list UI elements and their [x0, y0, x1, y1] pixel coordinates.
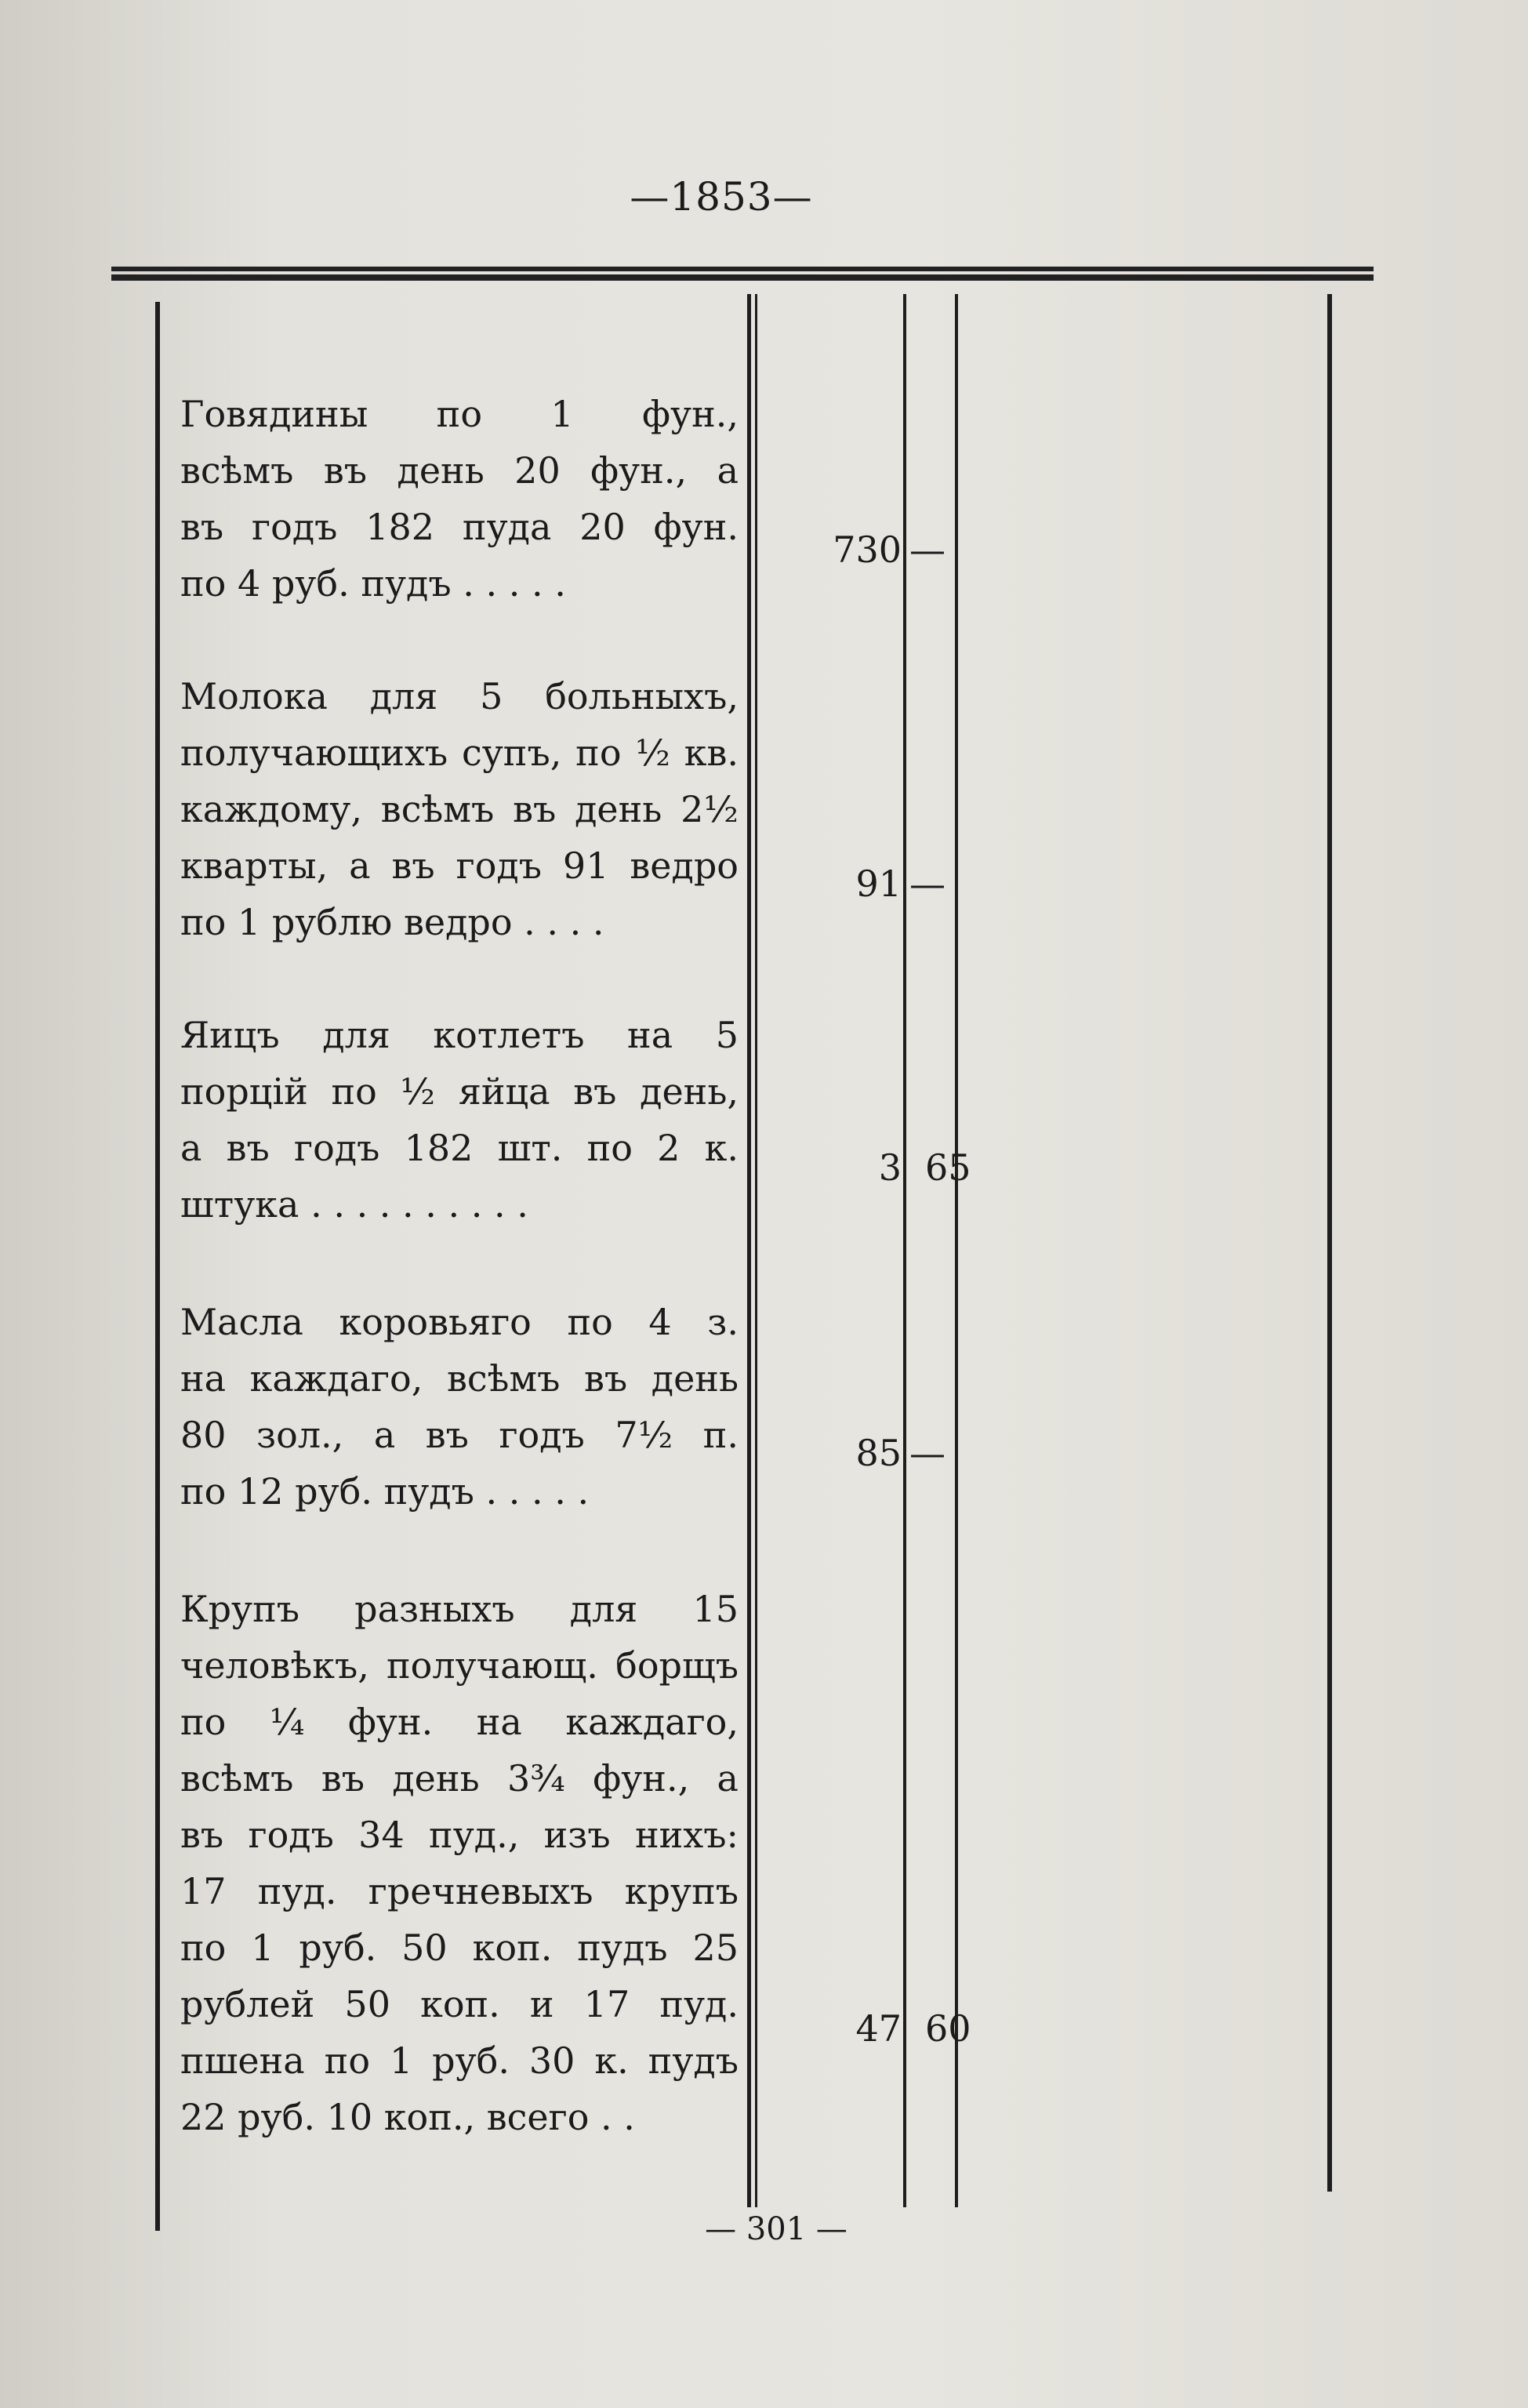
left-border-line: [155, 302, 160, 2231]
entry-line: 17 пуд. гречневыхъ крупъ: [180, 1870, 739, 1912]
entry-line: по 1 рублю ведро . . . .: [180, 901, 604, 943]
amount-kopecks: 60: [925, 2007, 971, 2050]
entry-beef: [180, 386, 739, 612]
entry-line: Масла коровьяго по 4 з.: [180, 1301, 739, 1343]
entry-line: въ годъ 34 пуд., изъ нихъ:: [180, 1814, 739, 1856]
entry-line: 22 руб. 10 коп., всего . .: [180, 2096, 635, 2138]
text-column-divider-inner: [755, 294, 757, 2207]
amount-rubles: 730: [833, 528, 902, 571]
amount-kopecks: 65: [925, 1146, 971, 1189]
page-number: — 301 —: [705, 2211, 847, 2247]
entry-line: на каждаго, всѣмъ въ день: [180, 1357, 739, 1400]
amount-rubles: 3: [878, 1146, 902, 1189]
entry-milk: [180, 668, 739, 950]
amount-rubles: 47: [855, 2007, 902, 2050]
entry-line: 80 зол., а въ годъ 7½ п.: [180, 1414, 739, 1456]
text-column-divider: [747, 294, 751, 2207]
top-double-rule: [111, 267, 1374, 281]
entry-line: получающихъ супъ, по ½ кв.: [180, 732, 739, 774]
kopecks-column-divider: [955, 294, 958, 2207]
entry-line: Говядины по 1 фун.,: [180, 393, 739, 435]
entry-line: всѣмъ въ день 20 фун., а: [180, 449, 739, 492]
right-border-line: [1327, 294, 1332, 2192]
entry-butter: [180, 1294, 739, 1520]
amount-rubles: 91: [855, 863, 902, 905]
entry-line: по 1 руб. 50 коп. пудъ 25: [180, 1927, 739, 1969]
entry-line: кварты, а въ годъ 91 ведро: [180, 844, 739, 887]
entry-line: въ годъ 182 пуда 20 фун.: [180, 506, 739, 548]
entry-line: по ¼ фун. на каждаго,: [180, 1701, 739, 1743]
page-year-header: —1853—: [630, 174, 813, 220]
entry-line: рублей 50 коп. и 17 пуд.: [180, 1983, 739, 2025]
entry-line: человѣкъ, получающ. борщъ: [180, 1644, 739, 1687]
entry-line: а въ годъ 182 шт. по 2 к.: [180, 1127, 739, 1169]
entry-line: порцій по ½ яйца въ день,: [180, 1070, 739, 1113]
entry-line: всѣмъ въ день 3¾ фун., а: [180, 1757, 739, 1800]
amount-kopecks: —: [909, 863, 945, 905]
entry-line: по 12 руб. пудъ . . . . .: [180, 1470, 590, 1513]
amount-rubles: 85: [855, 1432, 902, 1474]
entry-line: пшена по 1 руб. 30 к. пудъ: [180, 2039, 739, 2082]
entry-line: Яицъ для котлетъ на 5: [180, 1014, 739, 1056]
entry-line: каждому, всѣмъ въ день 2½: [180, 788, 739, 830]
entry-line: штука . . . . . . . . . .: [180, 1183, 528, 1226]
rubles-column-divider: [903, 294, 906, 2207]
entry-line: Крупъ разныхъ для 15: [180, 1588, 739, 1630]
entry-eggs: [180, 1007, 739, 1233]
entry-line: по 4 руб. пудъ . . . . .: [180, 562, 566, 605]
entry-groats: [180, 1581, 739, 2145]
amount-kopecks: —: [909, 528, 945, 571]
amount-kopecks: —: [909, 1432, 945, 1474]
entry-line: Молока для 5 больныхъ,: [180, 675, 739, 717]
